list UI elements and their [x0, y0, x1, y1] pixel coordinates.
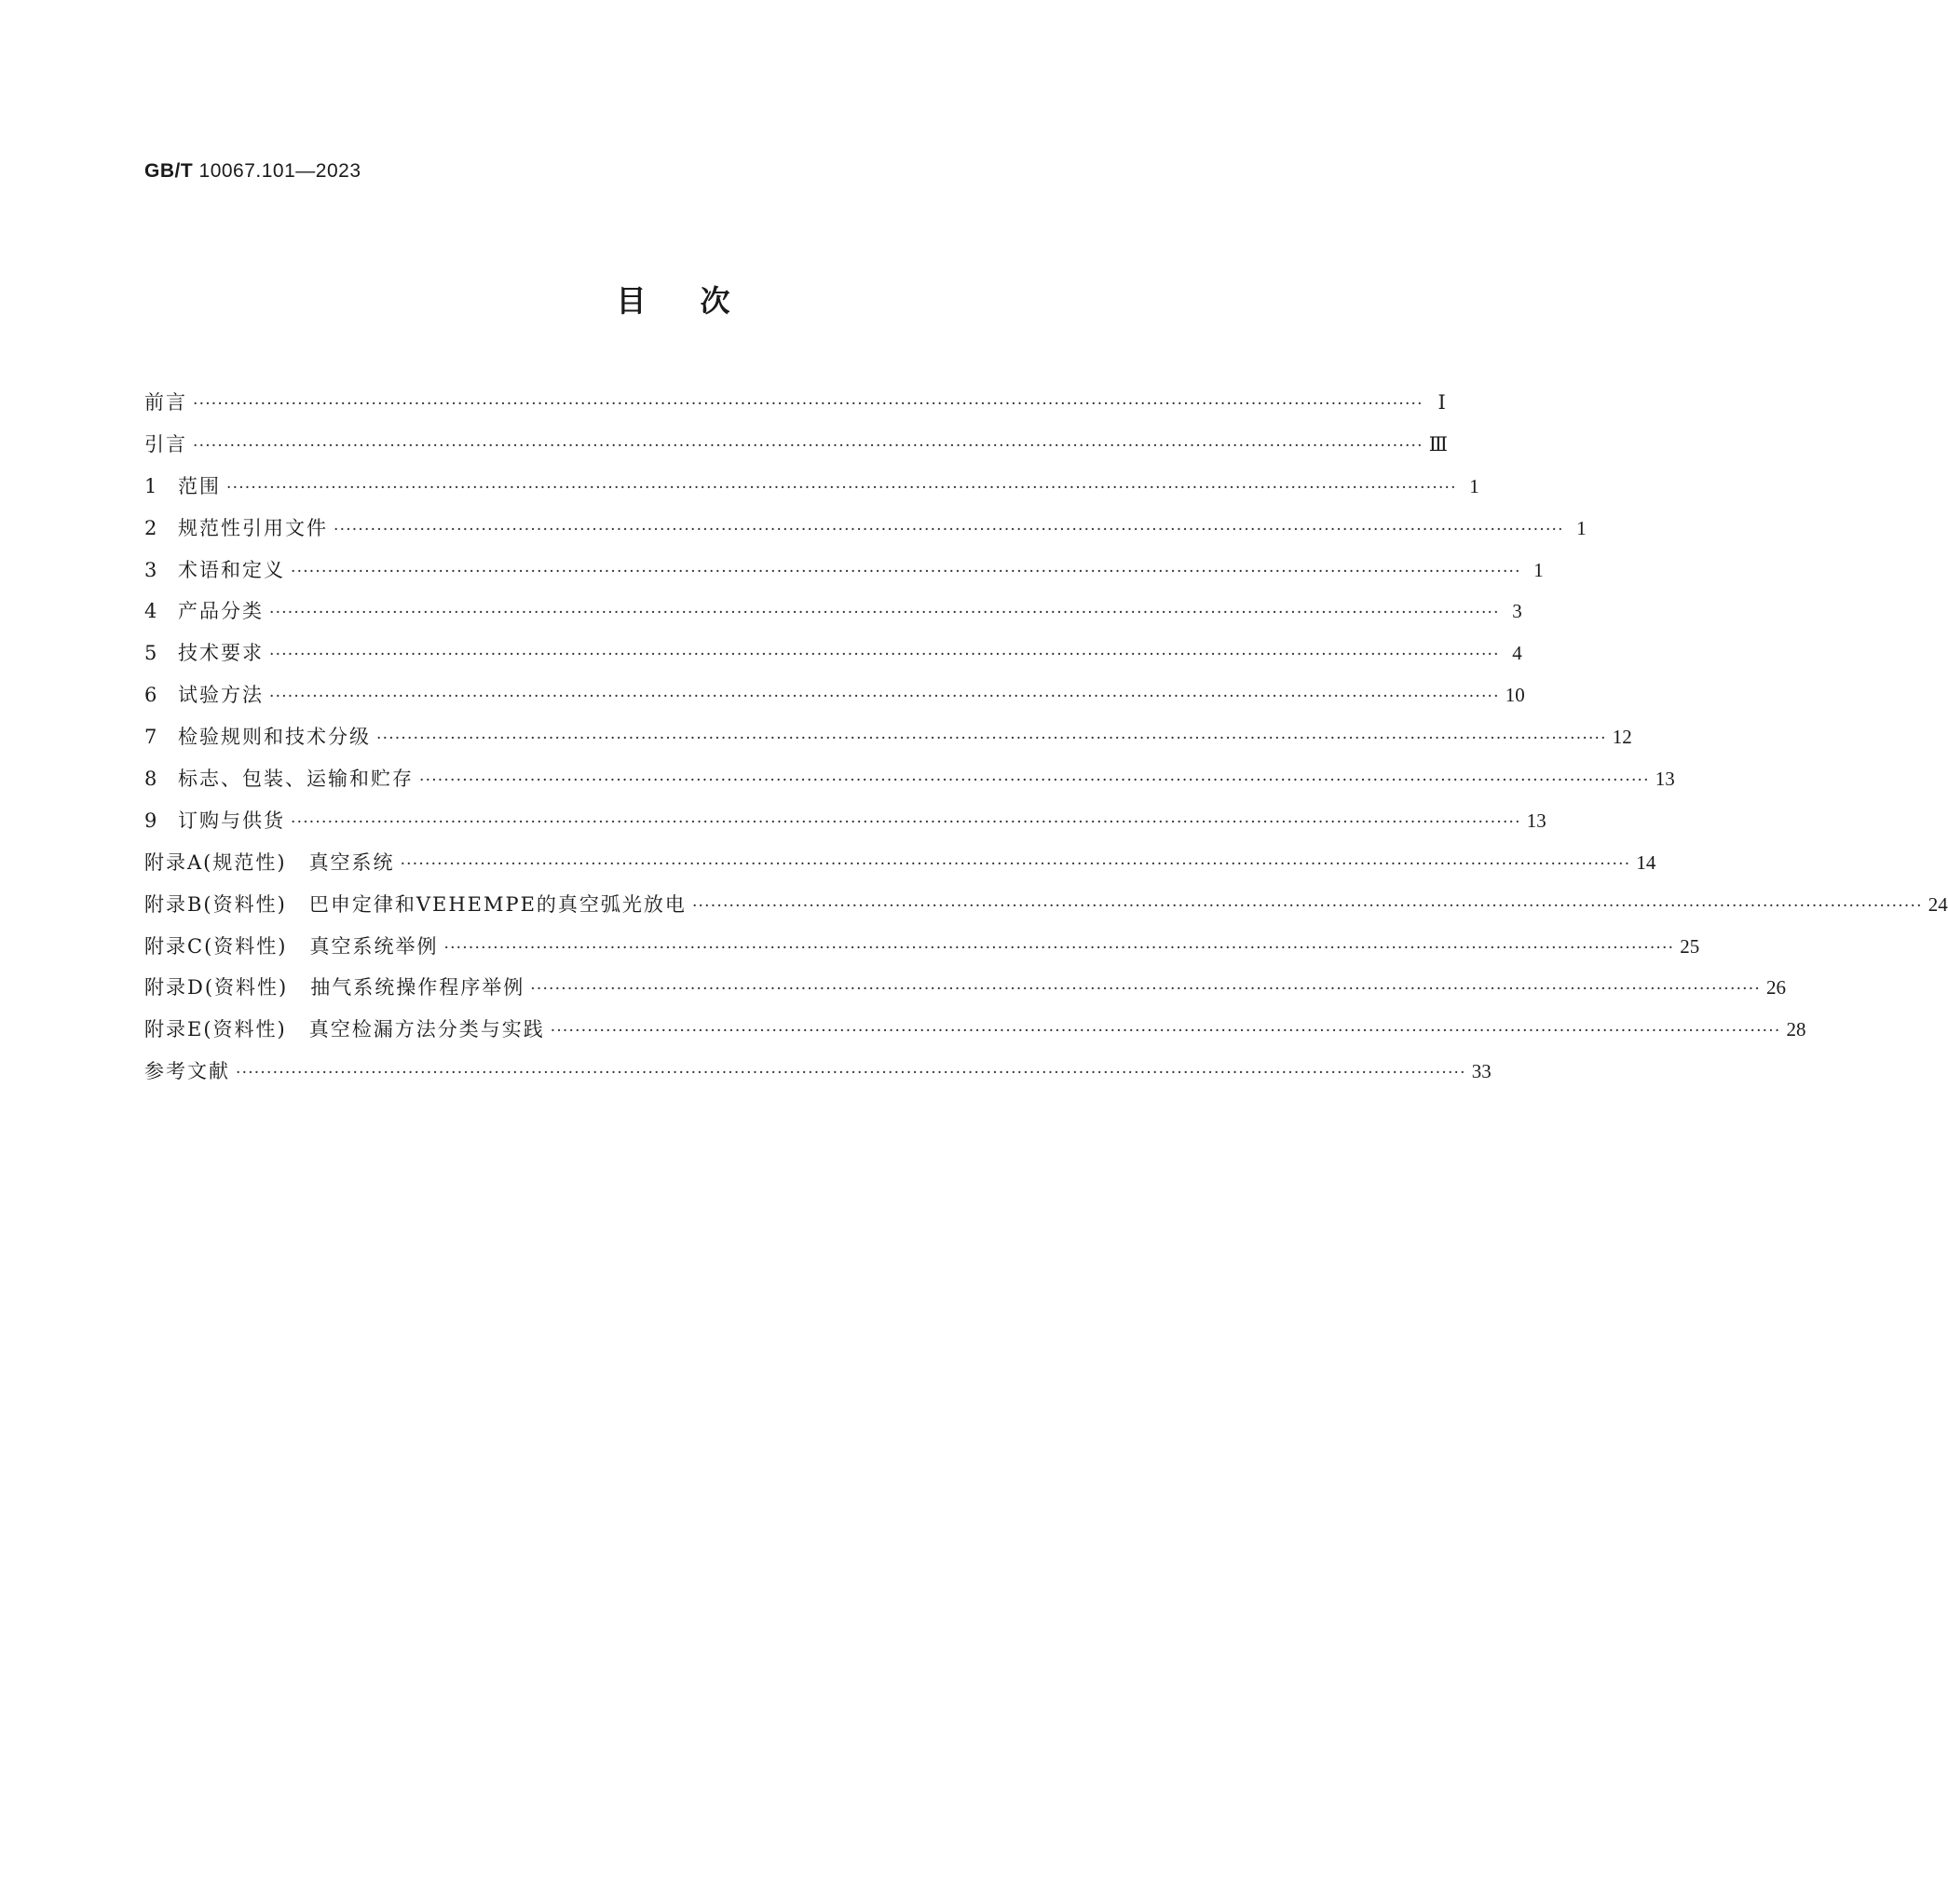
- toc-entry-label: [144, 884, 687, 926]
- toc-entry[interactable]: [144, 842, 1656, 884]
- toc-entry-appendix-title: 真空检漏方法分类与实践: [308, 1018, 545, 1041]
- toc-entry-title: 附录B(资料性): [144, 892, 287, 916]
- toc-entry[interactable]: [144, 674, 1525, 716]
- toc-entry[interactable]: [144, 967, 1786, 1009]
- toc-dot-leader: ········································································································································································································: [269, 646, 1500, 665]
- page-title: 目次: [616, 283, 784, 319]
- toc-entry-appendix-title: 巴申定律和VEHEMPE的真空弧光放电: [308, 892, 687, 916]
- toc-entry-number: 3: [144, 558, 157, 581]
- toc-entry-label: [178, 550, 285, 592]
- toc-entry-page: 28: [1786, 1018, 1806, 1041]
- toc-dot-leader: ········································································································································································································: [269, 604, 1500, 623]
- toc-entry-page: 4: [1512, 642, 1522, 665]
- toc-dot-leader: ········································································································································································································: [269, 687, 1500, 707]
- toc-entry-label: [144, 382, 187, 424]
- standard-code-prefix: GB/T: [144, 160, 194, 182]
- toc-entry-title: 技术要求: [178, 642, 264, 665]
- toc-entry-title: 附录E(资料性): [144, 1018, 287, 1041]
- toc-dot-leader: ········································································································································································································: [291, 812, 1521, 832]
- toc-entry-appendix-title: 真空系统: [308, 850, 395, 874]
- toc-dot-leader: ········································································································································································································: [376, 729, 1607, 749]
- toc-entry[interactable]: [144, 758, 1675, 800]
- toc-entry-page: 12: [1612, 726, 1632, 749]
- toc-dot-leader: ········································································································································································································: [193, 395, 1424, 414]
- toc-entry-page: 24: [1928, 892, 1948, 916]
- toc-entry-number: 8: [144, 768, 157, 791]
- toc-entry-label: [144, 1009, 545, 1051]
- toc-entry[interactable]: [144, 632, 1522, 674]
- toc-dot-leader: ········································································································································································································: [550, 1022, 1781, 1041]
- toc-entry-page: 1: [1576, 516, 1587, 539]
- toc-entry[interactable]: [144, 800, 1546, 842]
- toc-entry-label: [144, 424, 187, 466]
- toc-entry-label: [144, 926, 438, 968]
- toc-entry-page: 33: [1471, 1060, 1492, 1083]
- toc-entry-label: [178, 758, 414, 800]
- toc-entry-label: [144, 967, 524, 1009]
- toc-entry-page: 3: [1512, 600, 1522, 623]
- toc-entry[interactable]: [144, 508, 1587, 550]
- toc-entry-title: 引言: [144, 432, 187, 456]
- toc-dot-leader: ········································································································································································································: [193, 436, 1424, 456]
- toc-entry-label: [178, 632, 264, 674]
- table-of-contents: [144, 382, 1948, 1093]
- toc-dot-leader: ········································································································································································································: [691, 896, 1923, 916]
- toc-entry-number: 1: [144, 474, 157, 497]
- toc-entry-page: Ⅰ: [1437, 391, 1446, 414]
- toc-entry[interactable]: [144, 1051, 1492, 1093]
- toc-dot-leader: ········································································································································································································: [291, 562, 1521, 581]
- toc-entry-title: 检验规则和技术分级: [178, 726, 371, 749]
- toc-entry-title: 标志、包装、运输和贮存: [178, 768, 414, 791]
- toc-entry[interactable]: [144, 926, 1700, 968]
- toc-entry-label: [144, 1051, 230, 1093]
- toc-entry-appendix-title: 抽气系统操作程序举例: [310, 976, 525, 1000]
- toc-entry-number: 4: [144, 600, 157, 623]
- toc-entry[interactable]: [144, 591, 1522, 632]
- toc-entry-label: [144, 842, 395, 884]
- toc-entry-page: 14: [1636, 850, 1656, 874]
- toc-entry[interactable]: [144, 424, 1449, 466]
- toc-entry-title: 试验方法: [178, 684, 264, 707]
- toc-entry-label: [178, 674, 264, 716]
- toc-entry-title: 范围: [178, 474, 221, 497]
- toc-entry-label: [178, 466, 221, 508]
- toc-entry[interactable]: [144, 466, 1479, 508]
- toc-dot-leader: ········································································································································································································: [443, 938, 1675, 958]
- toc-entry-number: 7: [144, 726, 157, 749]
- toc-entry[interactable]: [144, 550, 1544, 592]
- toc-entry-label: [178, 716, 371, 758]
- toc-entry-title: 订购与供货: [178, 809, 285, 832]
- toc-entry-page: 13: [1655, 768, 1675, 791]
- toc-entry-title: 前言: [144, 391, 187, 414]
- toc-entry-page: 13: [1526, 809, 1546, 832]
- toc-entry-label: [178, 800, 285, 842]
- toc-entry-label: [178, 591, 264, 632]
- standard-code-number: 10067.101—2023: [198, 160, 361, 182]
- toc-entry-page: Ⅲ: [1428, 432, 1449, 456]
- toc-entry[interactable]: [144, 716, 1632, 758]
- toc-entry-page: 1: [1533, 558, 1544, 581]
- toc-entry-title: 参考文献: [144, 1060, 230, 1083]
- toc-entry[interactable]: [144, 382, 1446, 424]
- toc-dot-leader: ········································································································································································································: [400, 854, 1631, 874]
- toc-entry-page: 10: [1505, 684, 1525, 707]
- toc-entry-page: 26: [1766, 976, 1786, 1000]
- toc-entry-number: 5: [144, 642, 157, 665]
- toc-entry-page: 1: [1469, 474, 1479, 497]
- toc-entry[interactable]: [144, 1009, 1806, 1051]
- toc-entry-title: 产品分类: [178, 600, 264, 623]
- toc-entry-number: 9: [144, 809, 157, 832]
- standard-code: [144, 160, 361, 183]
- toc-entry-title: 术语和定义: [178, 558, 285, 581]
- toc-entry[interactable]: [144, 884, 1948, 926]
- toc-entry-page: 25: [1680, 934, 1700, 958]
- toc-dot-leader: ········································································································································································································: [419, 771, 1650, 791]
- toc-entry-title: 附录C(资料性): [144, 934, 288, 958]
- toc-dot-leader: ········································································································································································································: [226, 478, 1457, 497]
- toc-dot-leader: ········································································································································································································: [530, 980, 1761, 1000]
- toc-entry-number: 2: [144, 516, 157, 539]
- toc-dot-leader: ········································································································································································································: [334, 520, 1564, 539]
- toc-entry-title: 附录D(资料性): [144, 976, 289, 1000]
- toc-dot-leader: ········································································································································································································: [236, 1064, 1466, 1083]
- toc-entry-number: 6: [144, 684, 157, 707]
- toc-entry-appendix-title: 真空系统举例: [309, 934, 439, 958]
- toc-entry-label: [178, 508, 328, 550]
- toc-entry-title: 附录A(规范性): [144, 850, 287, 874]
- toc-entry-title: 规范性引用文件: [178, 516, 328, 539]
